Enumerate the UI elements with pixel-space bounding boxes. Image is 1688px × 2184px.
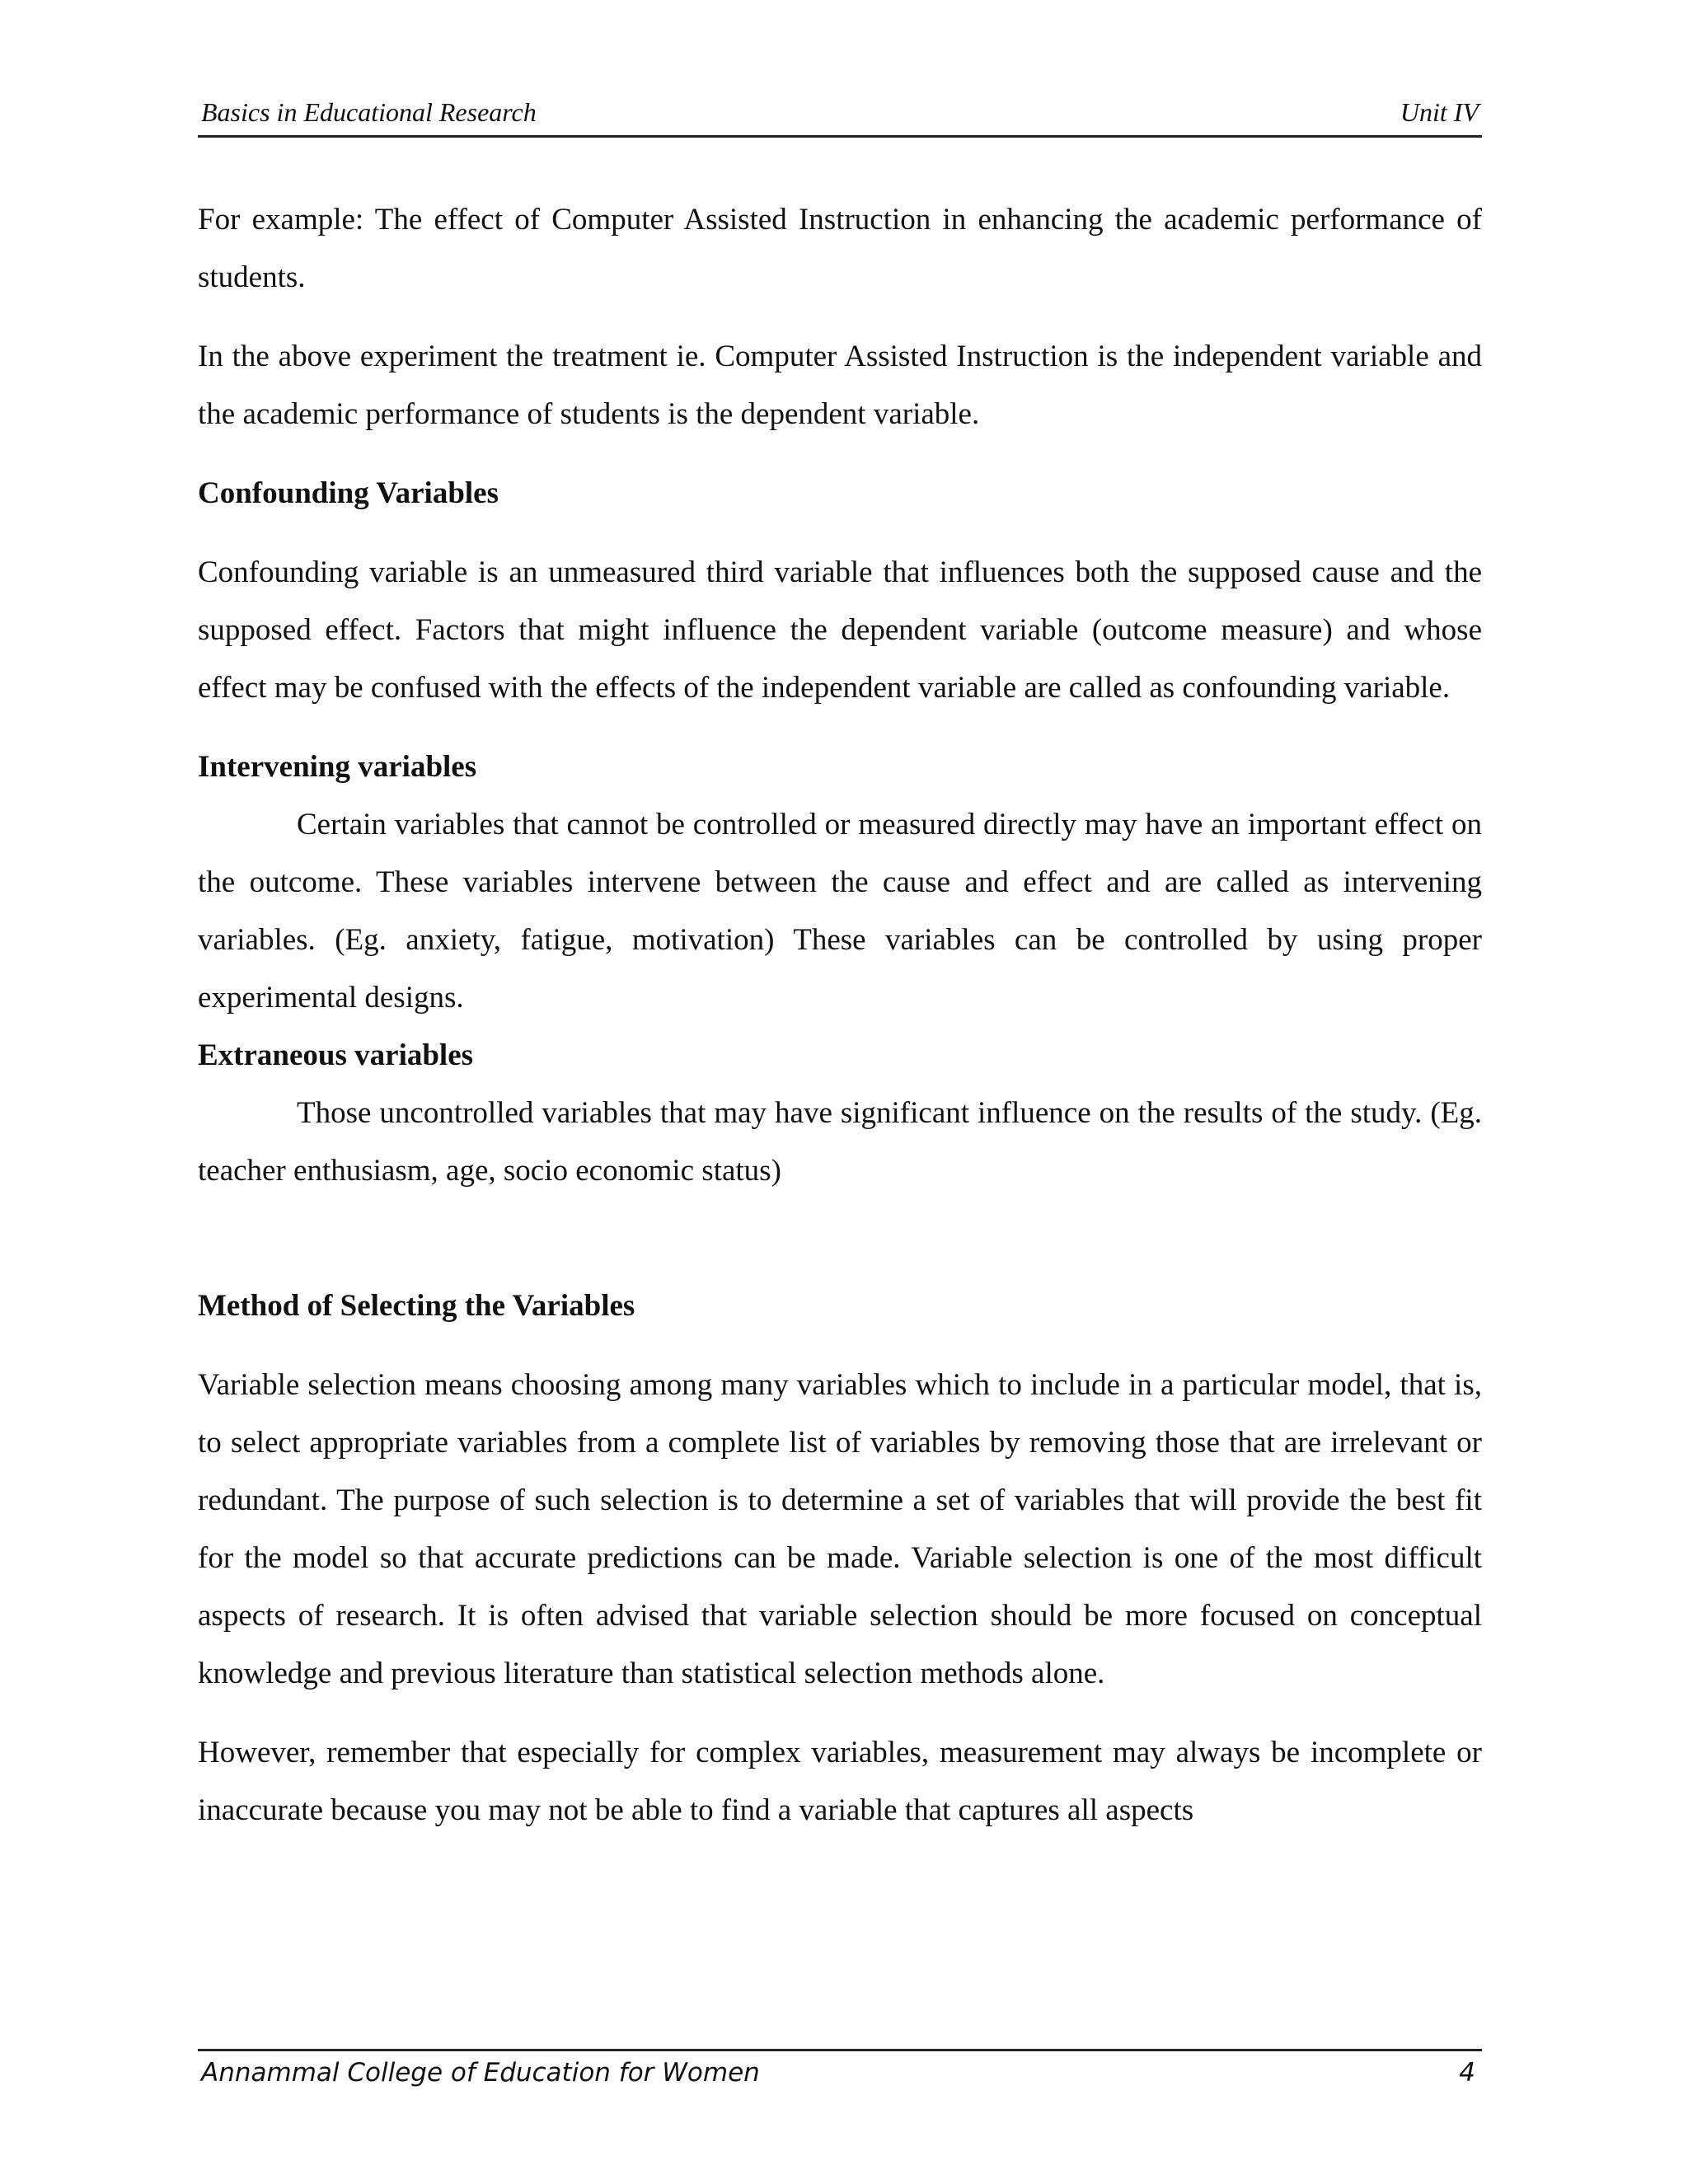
paragraph-variable-selection: Variable selection means choosing among many variables which to include in a particular model, that is, to select appropriate variables from a complete list of variables by removing those that are irrelevant or redundant. The purpose of such selection is to determine a set of variables that will provide the best fit for the model so that accurate predictions can be made. Variable selection is one of the most difficult aspects of research. It is often advised that variable selection should be more focused on conceptual knowledge and previous literature than statistical selection methods alone. <box>198 1368 1482 1690</box>
paragraph-intervening: Certain variables that cannot be controlled or measured directly may have an important effect on the outcome. These variables intervene between the cause and effect and are called as intervening variables. (Eg. anxiety, fatigue, motivation) These variables can be controlled by using proper experimental designs. <box>198 808 1482 1015</box>
footer-page-number: 4 <box>1459 2058 1475 2088</box>
paragraph-extraneous: Those uncontrolled variables that may have significant influence on the results of the study. (Eg. teacher enthusiasm, age, socio economic status) <box>198 1096 1482 1188</box>
page-footer <box>198 2049 1482 2094</box>
footer-college-name: Annammal College of Education for Women <box>201 2058 760 2088</box>
heading-method-of-selecting: Method of Selecting the Variables <box>198 1289 635 1323</box>
paragraph-example-explanation: In the above experiment the treatment ie. Computer Assisted Instruction is the independent variable and the academic performance of students is the dependent variable. <box>198 340 1482 431</box>
header-unit: Unit IV <box>1400 97 1479 127</box>
paragraph-example: For example: The effect of Computer Assisted Instruction in enhancing the academic performance of students. <box>198 203 1482 294</box>
heading-extraneous-variables: Extraneous variables <box>198 1038 474 1072</box>
heading-intervening-variables: Intervening variables <box>198 750 477 784</box>
paragraph-confounding: Confounding variable is an unmeasured third variable that influences both the supposed cause and the supposed effect. Factors that might influence the dependent variable (outcome measure) and whose effect may be confused with the effects of the independent variable are called as confounding variable. <box>198 555 1482 705</box>
page-body <box>198 191 1482 1840</box>
page-header <box>198 97 1482 138</box>
header-book-title: Basics in Educational Research <box>201 97 537 127</box>
paragraph-however: However, remember that especially for complex variables, measurement may always be incomplete or inaccurate because you may not be able to find a variable that captures all aspects <box>198 1736 1482 1827</box>
heading-confounding-variables: Confounding Variables <box>198 476 499 510</box>
